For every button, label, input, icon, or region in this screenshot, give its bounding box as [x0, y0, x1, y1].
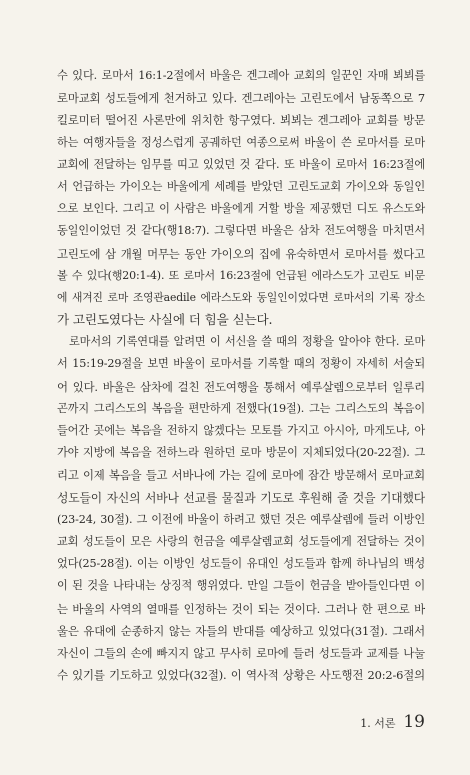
text-line: 리고 이제 복음을 들고 서바나에 가는 길에 로마에 잠간 방문해서 로마교회 [57, 468, 425, 483]
text-line: 교회 성도들이 모은 사랑의 헌금을 예루살렘교회 성도들에게 전달하는 것이 [57, 534, 425, 548]
text-line: 가 고린도였다는 사실에 더 힘을 싣는다. [57, 312, 273, 328]
text-line: 가야 지방에 복음을 전하느라 원하던 로마 방문이 지체되었다(20-22절). 그 [57, 446, 425, 460]
text-line: 서 15:19-29절을 보면 바울이 로마서를 기록할 때의 정황이 자세히 서술되 [57, 357, 425, 371]
text-line: 으로 보인다. 그리고 이 사람은 바울에게 거할 방을 제공했던 디도 유스도와 [57, 202, 425, 216]
text-line: 자신이 그들의 손에 빠지지 않고 무사히 로마에 들러 성도들과 교제를 나눌 [57, 645, 425, 660]
text-line: 성도들이 자신의 서바나 선교를 물질과 기도로 후원해 줄 것을 기대했다 [57, 490, 425, 505]
text-line: 는 바울의 사역의 열매를 인정하는 것이 되는 것이다. 그러나 한 편으로 바 [57, 601, 425, 616]
text-line: 이 된 것을 나타내는 상징적 행위였다. 만일 그들이 헌금을 받아들인다면 이 [57, 579, 425, 593]
text-line: 킬로미터 떨어진 사론만에 위치한 항구였다. 뵈뵈는 겐그레아 교회를 방문 [57, 113, 425, 128]
text-line: 고린도에 삼 개월 머무는 동안 가이오의 집에 유숙하면서 로마서를 썼다고 [57, 246, 425, 261]
text-line: 하는 여행자들을 정성스럽게 공궤하던 여종으로써 바울이 쓴 로마서를 로마 [57, 135, 425, 149]
text-line: 동일인이었던 것 같다(행18:7). 그렇다면 바울은 삼차 전도여행을 마치면서 [57, 224, 425, 238]
text-line: 수 있다. 로마서 16:1-2절에서 바울은 겐그레아 교회의 일꾼인 자매 뵈뵈를 [57, 69, 425, 82]
text-line: 교회에 전달하는 임무를 띠고 있었던 것 같다. 또 바울이 로마서 16:23절에 [57, 157, 425, 171]
text-line: 울은 유대에 순종하지 않는 자들의 반대를 예상하고 있었다(31절). 그래서 [57, 623, 425, 638]
text-line: 서 언급하는 가이오는 바울에게 세례를 받았던 고린도교회 가이오와 동일인 [57, 179, 425, 193]
text-line: 었다(25-28절). 이는 이방인 성도들이 유대인 성도들과 함께 하나님의 백성 [57, 557, 425, 571]
text-line: 어 있다. 바울은 삼차에 걸친 전도여행을 통해서 예루살렘으로부터 일루리 [57, 379, 425, 394]
text-line: 수 있기를 기도하고 있었다(32절). 이 역사적 상황은 사도행전 20:2-6절의 [57, 668, 425, 683]
text-line: (23-24, 30절). 그 이전에 바울이 하려고 했던 것은 예루살렘에 들러 이방인 [57, 512, 425, 526]
text-line: 로마교회 성도들에게 천거하고 있다. 겐그레아는 고린도에서 남동쪽으로 7 [57, 91, 425, 106]
page-number: 19 [403, 712, 425, 732]
text-line: 볼 수 있다(행20:1-4). 또 로마서 16:23절에 언급된 에라스도가 고린도 비문 [57, 268, 425, 282]
text-line: 에 새겨진 로마 조영관aedile 에라스도와 동일인이었다면 로마서의 기록 장소 [57, 290, 425, 304]
chapter-label: 1. 서론 [360, 717, 396, 730]
text-line: 곤까지 그리스도의 복음을 편만하게 전했다(19절). 그는 그리스도의 복음이 [57, 401, 425, 415]
text-line: 들어간 곳에는 복음을 전하지 않겠다는 모토를 가지고 아시아, 마게도냐, 아 [57, 424, 425, 437]
text-line: 로마서의 기록연대를 알려면 이 서신을 쓸 때의 정황을 알아야 한다. 로마 [69, 335, 425, 349]
page-footer [360, 712, 425, 732]
body-text [57, 65, 425, 686]
